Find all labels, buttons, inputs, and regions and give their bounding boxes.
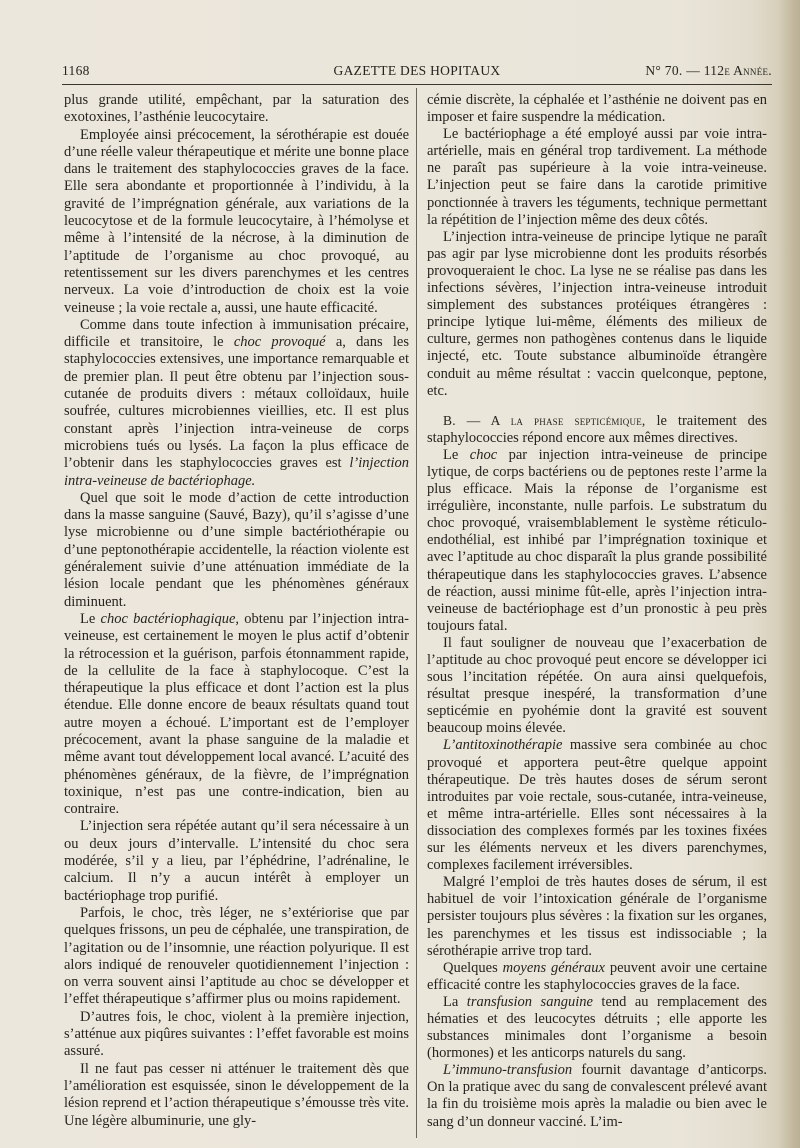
emphasis: choc provoqué	[233, 334, 326, 351]
text-run: obtenu par l’injection intra-veineuse, est certainement le moyen le plus actif d’obtenir la rétrocession et la guérison, parfois étonnamment rapide, de la cellulite de la face à staphylocoque. C’est la thérapeutique la plus efficace et dont l’action est la plus étendue. Elle donne encore de beaux résultats quand tout autre moyen a échoué. L’important est de l’employer précocement, avant la phase sanguine de la maladie et même avant tout développement local avancé. L’acuité des phénomènes généraux, de la fièvre, de l’imprégnation toxinique, n’est pas une contre-indication, bien au contraire.	[64, 610, 409, 818]
text-run: massive sera combinée au choc provoqué et apportera peut-être quelque appoint thérapeutique. De très hautes doses de sérum seront introduites par voie rectale, sous-cutanée, intra-veineuse, et même intra-artérielle. Elles sont nécessaires à la dissociation des complexes formés par les toxines fixées sur les éléments nerveux et les divers parenchymes, complexes facilement irréversibles.	[427, 737, 767, 874]
emphasis: choc	[469, 446, 498, 463]
header-rule	[62, 84, 772, 85]
paragraph	[427, 1062, 767, 1130]
text-run: tend au remplacement des hématies et des leucocytes détruits ; elle apporte les substances minimales dont l’organisme a besoin (hormones) et les anticorps naturels du sang.	[427, 993, 768, 1062]
text-run: Comme dans toute infection à immunisation précaire, difficile et transitoire, le	[64, 316, 409, 351]
text-run: peuvent avoir une certaine efficacité contre les staphylococcies graves de la face.	[427, 959, 768, 993]
paragraph: plus grande utilité, empêchant, par la saturation des exotoxines, l’asthénie leucocytaire.	[64, 92, 409, 126]
page-number: 1168	[62, 63, 90, 78]
text-run: par injection intra-veineuse de principe lytique, de corps bactériens ou de peptones reste l’arme la plus efficace. Mais la réponse de l’organisme est irrégulière, inconstante, nulle parfois. Le substratum du choc provoqué, vraisemblablement le système réticulo-endothélial, est inhibé par l’imprégnation toxinique et avec l’aptitude au choc disparaît la plus grande possibilité thérapeutique dans les staphylococcies graves. L’absence de réaction, aussi minime fût-elle, après l’injection intra-veineuse de bactériophage est d’un pronostic à peu près toujours fatal.	[427, 446, 768, 634]
text-run: fournit davantage d’anticorps. On la pratique avec du sang de convalescent prélevé avant la fin du troisième mois après la maladie ou bien avec le sang d’un donneur vacciné. L’im-	[427, 1062, 767, 1130]
paragraph	[427, 737, 767, 874]
paragraph: D’autres fois, le choc, violent à la première injection, s’atténue aux piqûres suivantes : l’effet favorable est moins assuré.	[64, 1008, 409, 1060]
paragraph: L’injection sera répétée autant qu’il sera nécessaire à un ou deux jours d’intervalle. L’intensité du choc sera modérée, s’il y a lieu, par l’éphédrine, l’adrénaline, le calcium. Il n’y a aucun intérêt à employer un bactériophage trop purifié.	[64, 818, 409, 904]
text-run: a, dans les staphylococcies extensives, une importance remarquable et de premier plan. Il peut être obtenu par l’injection sous-cutanée de produits divers : métaux colloïdaux, huile soufrée, cultures microbiennes vieillies, etc. Il est plus constant après l’injection intra-veineuse de corps microbiens tués ou lysés. La façon la plus efficace de l’obtenir dans les staphylococcies graves est	[64, 334, 409, 472]
emphasis: L’antitoxinothérapie	[443, 737, 563, 754]
journal-title: GAZETTE DES HOPITAUX	[333, 63, 501, 78]
text-run: Le	[80, 610, 101, 627]
text-run: le traitement des staphylococcies répond encore aux mêmes directives.	[427, 412, 767, 446]
emphasis: L’immuno-transfusion	[443, 1062, 573, 1079]
paragraph: Parfois, le choc, très léger, ne s’extériorise que par quelques frissons, un peu de céphalée, une transpiration, de l’agitation ou de l’insomnie, une réaction polyurique. Il est alors indiqué de renouveler quotidiennement l’injection : on verra souvent ainsi l’aptitude au choc se développer et l’effet thérapeutique s’affirmer plus ou moins rapidement.	[64, 904, 409, 1008]
paragraph: Le bactériophage a été employé aussi par voie intra-artérielle, mais en général trop tardivement. La méthode ne paraît pas supérieure à la voie intra-veineuse. L’injection peut se faire dans la carotide primitive ponctionnée à travers les téguments, technique permettant la répétition de l’injection même des deux côtés.	[427, 126, 767, 228]
paragraph	[64, 611, 409, 819]
issue-number: N° 70. — 112e Année.	[645, 63, 772, 78]
text-run: La	[443, 993, 467, 1010]
paragraph: Quel que soit le mode d’action de cette introduction dans la masse sanguine (Sauvé, Bazy), qu’il s’agisse d’une lyse microbienne ou d’une simple bactériothérapie ou d’une peptonothérapie accidentelle, la réaction violente est généralement suivie d’une atténuation immédiate de la lésion locale pendant que les phénomènes généraux diminuent.	[64, 489, 409, 610]
paragraph	[427, 447, 767, 635]
paragraph	[427, 960, 767, 994]
paragraph: Il faut souligner de nouveau que l’exacerbation de l’aptitude au choc provoqué peut encore se développer ici sous l’incitation répétée. On aura ainsi quelquefois, résultat presque inespéré, la transformation d’une septicémie en pyohémie dont la gravité est souvent beaucoup moins élevée.	[427, 634, 767, 737]
page-header	[62, 63, 772, 83]
left-column	[64, 92, 409, 1130]
emphasis: transfusion sanguine	[466, 993, 593, 1010]
paragraph: Employée ainsi précocement, la sérothérapie est douée d’une réelle valeur thérapeutique et mérite une bonne place dans le traitement des staphylococcies graves de la face. Elle sera abondante et proportionnée à l’individu, à la gravité de l’imprégnation générale, aux variations de la leucocytose et de la formule leucocytaire, à l’hémolyse et même à l’intensité de la nécrose, à la diminution de l’aptitude de l’organisme au choc provoqué, au retentissement sur les divers parenchymes et les centres nerveux. La voie d’introduction de choix est la voie veineuse ; la voie rectale a, aussi, une haute efficacité.	[64, 126, 409, 316]
emphasis: moyens généraux	[502, 959, 605, 976]
paragraph: Malgré l’emploi de très hautes doses de sérum, il est habituel de voir l’intoxication générale de l’organisme persister toujours plus sévères : la fixation sur les organes, les parenchymes et les tissus est indissociable ; la sérothérapie arrive trop tard.	[427, 874, 767, 959]
section-paragraph	[427, 412, 767, 447]
section-heading: B. — A la phase septicémique,	[443, 412, 646, 428]
text-run: Le	[443, 446, 470, 463]
column-divider	[416, 88, 417, 1138]
emphasis: choc bactériophagique,	[100, 610, 240, 627]
page-edge-shadow	[778, 0, 800, 1148]
paragraph	[64, 317, 409, 490]
paragraph: Il ne faut pas cesser ni atténuer le traitement dès que l’amélioration est esquissée, sinon le développement de la lésion reprend et l’action thérapeutique s’émousse très vite. Une légère albuminurie, une gly-	[64, 1060, 409, 1129]
text-run: Quelques	[443, 959, 503, 976]
paragraph: L’injection intra-veineuse de principe lytique ne paraît pas agir par lyse microbienne dont les produits résorbés provoqueraient le choc. La lyse ne se réalise pas dans les infections sévères, l’injection intra-veineuse introduit simplement des substances protéiques étrangères : principe lytique lui-même, éléments des milieux de culture, germes non pathogènes contenus dans le liquide injecté, etc. Toute substance albuminoïde étrangère conduit au même résultat : vaccin quelconque, peptone, etc.	[427, 228, 767, 399]
emphasis: l’injection intra-veineuse de bactériophage.	[64, 455, 409, 489]
paragraph	[427, 994, 767, 1062]
right-column	[427, 92, 767, 1131]
paragraph: cémie discrète, la céphalée et l’asthénie ne doivent pas en imposer et faire suspendre la médication.	[427, 92, 767, 126]
